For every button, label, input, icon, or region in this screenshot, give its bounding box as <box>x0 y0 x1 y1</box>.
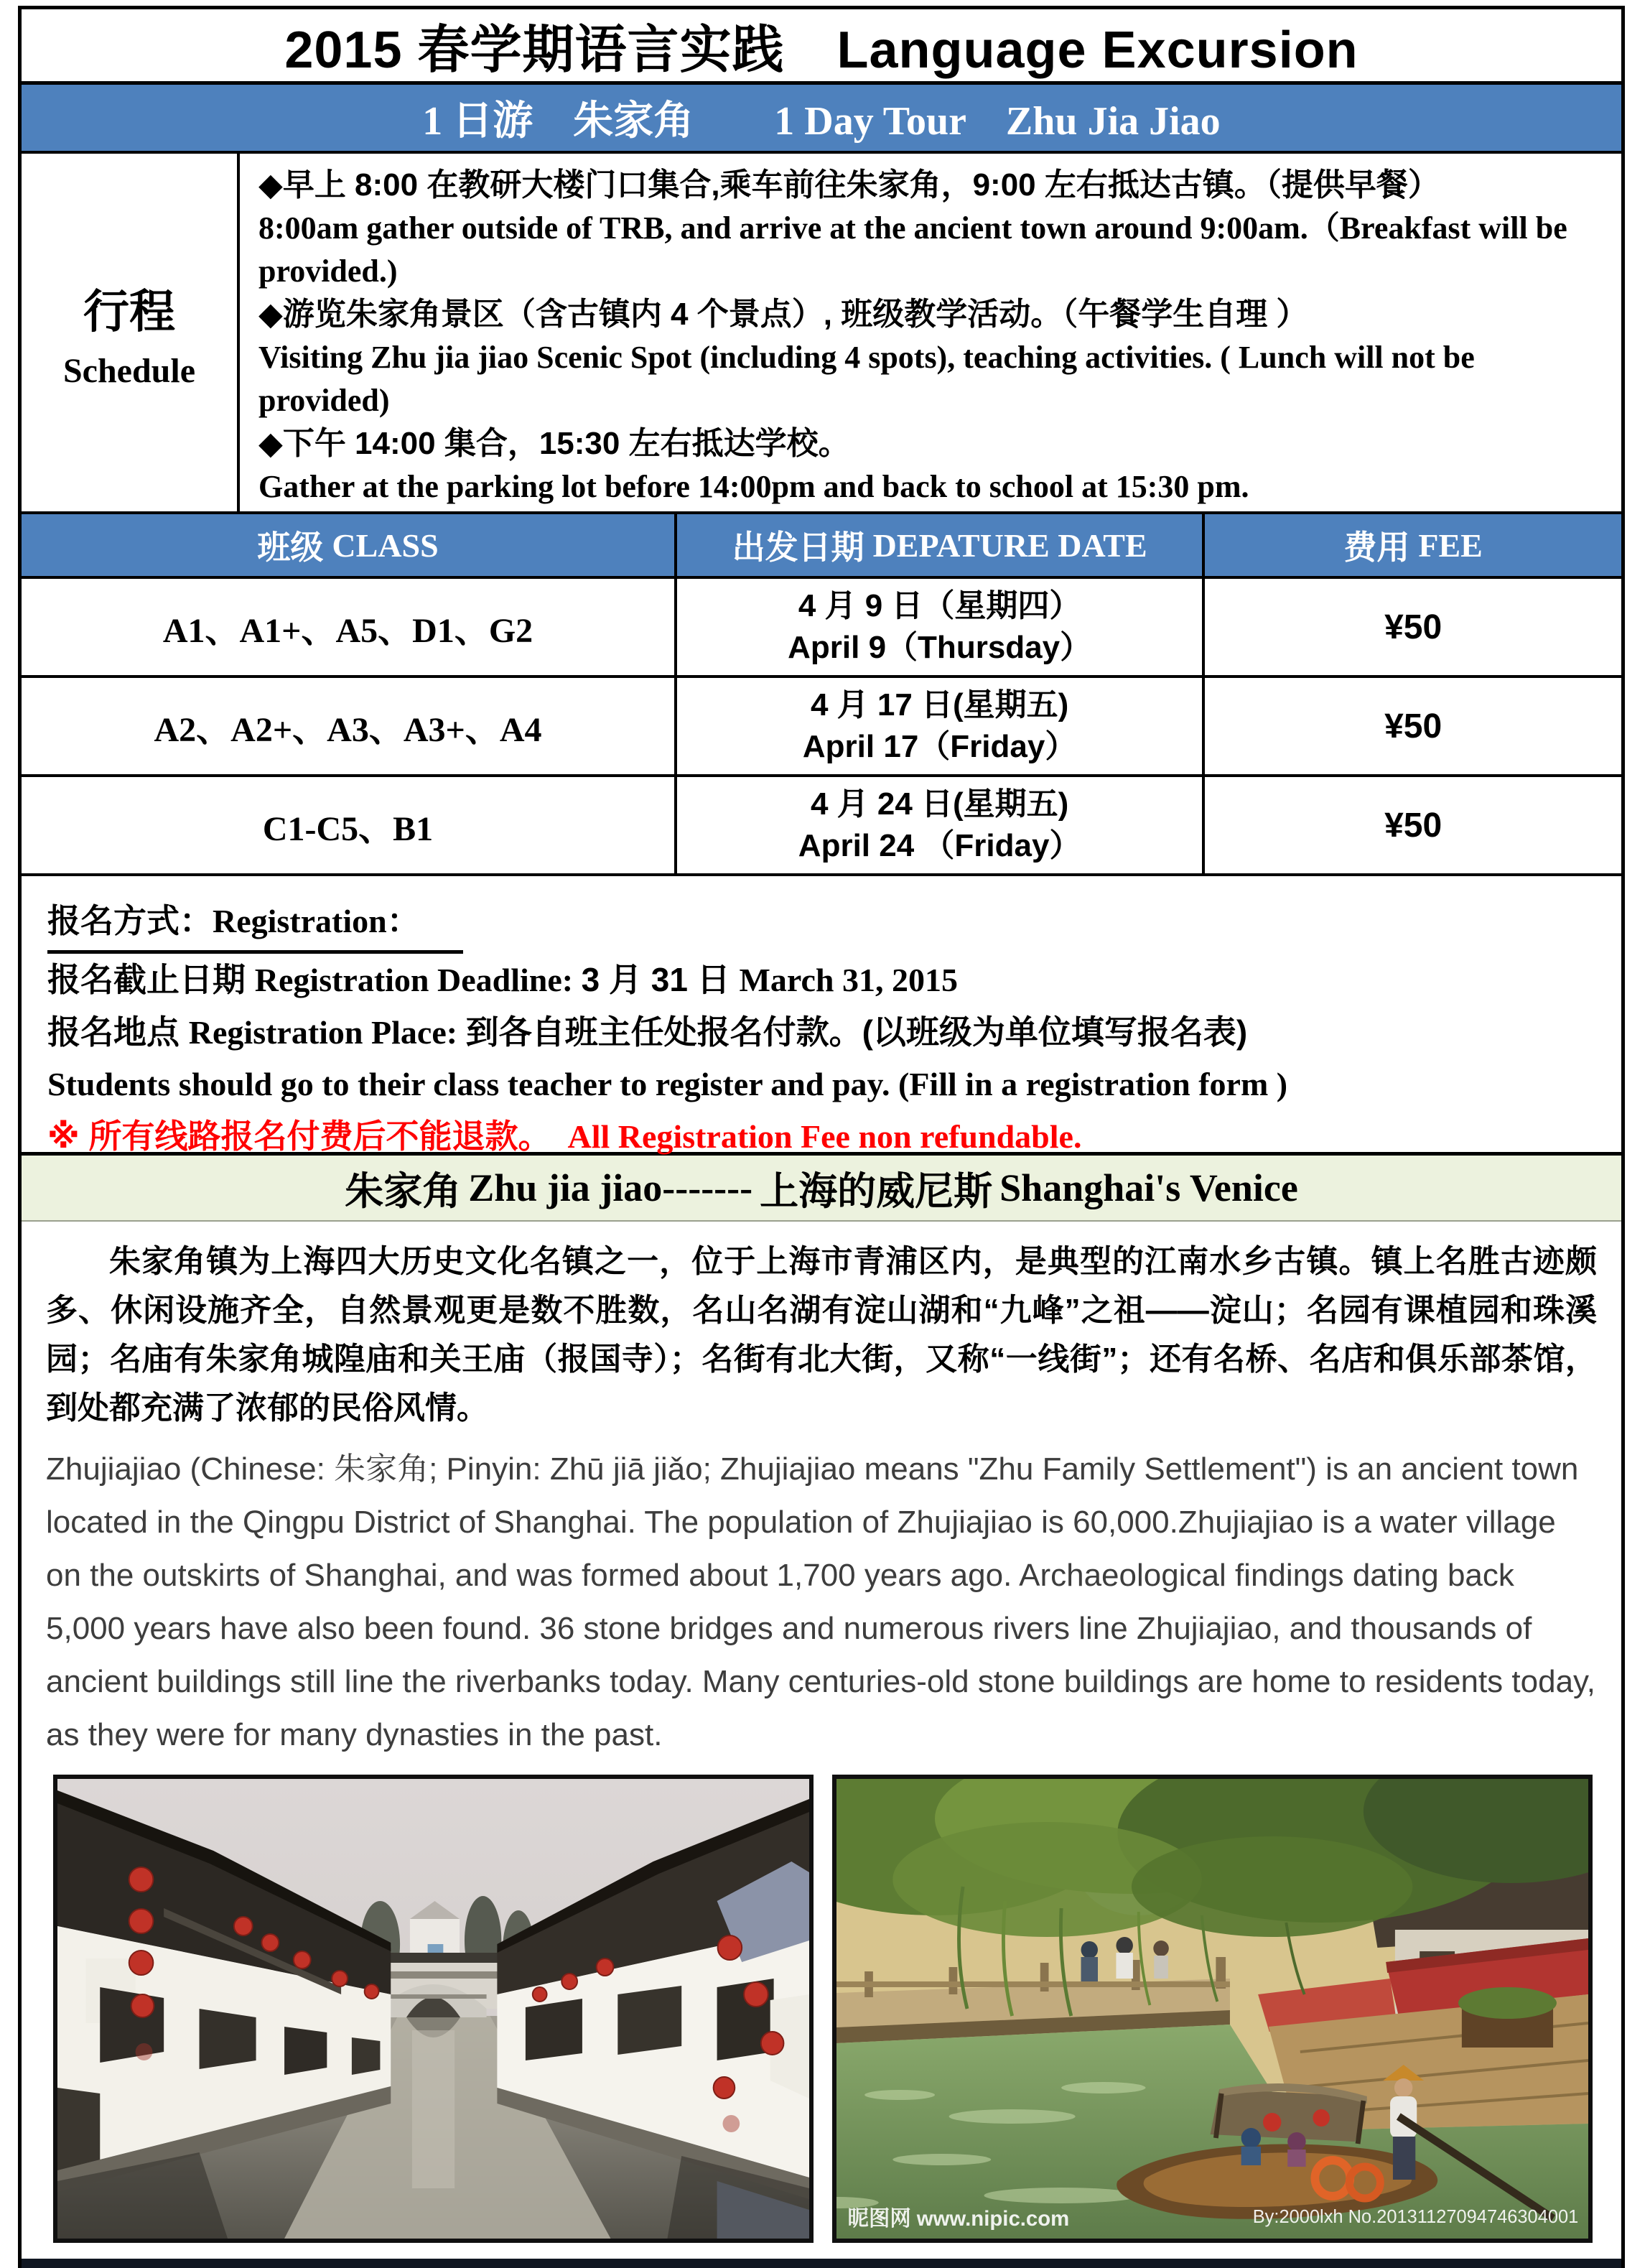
schedule-details-cell <box>240 154 1621 511</box>
registration-heading <box>47 895 1595 954</box>
row1-class: A1、A1+、A5、D1、G2 <box>162 611 533 650</box>
row3-date-zh: 4 月 24 日(星期五) <box>810 786 1069 822</box>
registration-heading-en: Registration： <box>213 903 420 939</box>
row3-date-cell <box>674 777 1202 873</box>
note-zh: ※ 所有线路报名付费后不能退款。 <box>47 1117 535 1155</box>
photo-row <box>22 1762 1621 2243</box>
row3-fee-cell <box>1202 777 1621 873</box>
flyer-document <box>18 6 1625 2268</box>
registration-heading-zh: 报名方式： <box>47 902 213 939</box>
registration-place <box>47 1006 1595 1059</box>
row1-date-zh: 4 月 9 日（星期四） <box>798 588 1081 623</box>
intro-paragraph-en: Zhujiajiao (Chinese: 朱家角; Pinyin: Zhū jiā jiǎo; Zhujiajiao means "Zhu Family Settlement") is an ancient town located in the Qingpu District of Shanghai. The population of Zhujiajiao is 60,000.Zhujiajiao is a water village on the outskirts of Shanghai, and was formed about 1,700 years ago. Archaeological findings dating back 5,000 years have also been found. 36 stone bridges and numerous rivers line Zhujiajiao, and thousands of ancient buildings still line the riverbanks today. Many centuries-old stone buildings are home to residents today, as they were for many dynasties in the past. <box>46 1451 1595 1752</box>
schedule-item-1-zh: ◆早上 8:00 在教研大楼门口集合,乘车前往朱家角，9:00 左右抵达古镇。（提供早餐） <box>258 167 1440 203</box>
header-date-zh: 出发日期 <box>732 529 864 566</box>
row2-class: A2、A2+、A3、A3+、A4 <box>154 710 542 749</box>
row2-fee: ¥50 <box>1384 707 1442 745</box>
row2-fee-cell <box>1202 678 1621 774</box>
row1-date-cell <box>674 579 1202 675</box>
header-class-zh: 班级 <box>257 529 324 566</box>
row2-date-en: April 17（Friday） <box>802 729 1077 764</box>
deadline-num: 3 月 31 日 <box>581 961 740 998</box>
header-class <box>22 514 674 576</box>
intro-paragraph-zh: 朱家角镇为上海四大历史文化名镇之一，位于上海市青浦区内，是典型的江南水乡古镇。镇上名胜古迹颇多、休闲设施齐全，自然景观更是数不胜数，名山名湖有淀山湖和“九峰”之祖——淀山；名园有课植园和珠溪园；名庙有朱家角城隍庙和关王庙（报国寺）；名街有北大街，又称“一线街”；还有名桥、名店和俱乐部茶馆，到处都充满了浓郁的民俗风情。 <box>46 1244 1597 1426</box>
boat-lantern <box>1263 2113 1281 2132</box>
row2-date-cell <box>674 678 1202 774</box>
credit-watermark: By:2000lxh No.20131127094746304001 <box>1252 2206 1579 2228</box>
header-fee <box>1202 514 1621 576</box>
registration-section <box>22 876 1621 1156</box>
row1-fee-cell <box>1202 579 1621 675</box>
header-date-en: DEPATURE DATE <box>872 526 1147 564</box>
title-row <box>22 9 1621 85</box>
banner-en2: Shanghai's Venice <box>999 1166 1298 1209</box>
place-rest: 到各自班主任处报名付款。(以班级为单位填写报名表) <box>465 1013 1248 1051</box>
canal-lanterns-photo <box>53 1775 814 2243</box>
deadline-date: March 31, 2015 <box>739 962 959 998</box>
banner-zh2: 上海的威尼斯 <box>760 1169 993 1213</box>
boat-canal-photo <box>832 1775 1593 2243</box>
place-zh: 报名地点 <box>47 1013 189 1051</box>
banner-zh1: 朱家角 <box>345 1169 462 1213</box>
table-row <box>22 777 1621 876</box>
table-row <box>22 678 1621 777</box>
row3-date-en: April 24 （Friday） <box>798 828 1081 863</box>
row3-class: C1-C5、B1 <box>262 809 434 848</box>
table-row <box>22 579 1621 678</box>
zhujiajiao-banner <box>22 1156 1621 1222</box>
note-en: All Registration Fee non refundable. <box>534 1118 1082 1155</box>
schedule-item-2-zh: ◆游览朱家角景区（含古镇内 4 个景点）, 班级教学活动。（午餐学生自理 ） <box>258 297 1308 332</box>
banner-en1: Zhu jia jiao------- <box>468 1166 753 1209</box>
next-page-edge <box>22 2259 1621 2268</box>
row2-date-zh: 4 月 17 日(星期五) <box>810 687 1069 722</box>
header-class-en: CLASS <box>332 526 439 564</box>
row3-class-cell <box>22 777 674 873</box>
nipic-watermark: 昵图网 www.nipic.com <box>847 2206 1070 2231</box>
schedule-label-zh: 行程 <box>83 285 175 338</box>
header-fee-zh: 费用 <box>1343 529 1410 566</box>
page-title: 2015 春学期语言实践 Language Excursion <box>284 22 1358 79</box>
boat-canal-illustration <box>836 1779 1588 2239</box>
deadline-label: Registration Deadline: <box>254 962 582 998</box>
row3-fee: ¥50 <box>1384 806 1442 845</box>
row1-date-en: April 9（Thursday） <box>788 630 1092 665</box>
schedule-item-2-en: Visiting Zhu jia jiao Scenic Spot (including 4 spots), teaching activities. ( Lunch will not be provided) <box>258 340 1475 418</box>
header-date <box>674 514 1202 576</box>
registration-heading-underline <box>47 895 463 954</box>
tour-table-header <box>22 514 1621 579</box>
tour-subtitle: 1 日游 朱家角 1 Day Tour Zhu Jia Jiao <box>422 99 1221 144</box>
canal-lanterns-illustration <box>57 1779 809 2239</box>
registration-students-note: Students should go to their class teacher to register and pay. (Fill in a registration form ) <box>47 1066 1288 1102</box>
place-label: Registration Place: <box>188 1014 466 1051</box>
deadline-zh: 报名截止日期 <box>47 961 255 998</box>
header-fee-en: FEE <box>1418 526 1483 564</box>
registration-deadline <box>47 954 1595 1006</box>
schedule-item-3-zh: ◆下午 14:00 集合，15:30 左右抵达学校。 <box>258 426 850 461</box>
schedule-item-1-en: 8:00am gather outside of TRB, and arrive at the ancient town around 9:00am.（Breakfast will be provided.) <box>258 210 1567 289</box>
schedule-label-cell <box>22 154 240 511</box>
schedule-item-3-en: Gather at the parking lot before 14:00pm and back to school at 15:30 pm. <box>258 469 1249 504</box>
schedule-label-en: Schedule <box>62 351 196 390</box>
tour-subtitle-bar <box>22 85 1621 154</box>
schedule-section <box>22 154 1621 514</box>
row1-fee: ¥50 <box>1384 608 1442 646</box>
row2-class-cell <box>22 678 674 774</box>
row1-class-cell <box>22 579 674 675</box>
bottom-whitespace <box>22 2243 1621 2259</box>
